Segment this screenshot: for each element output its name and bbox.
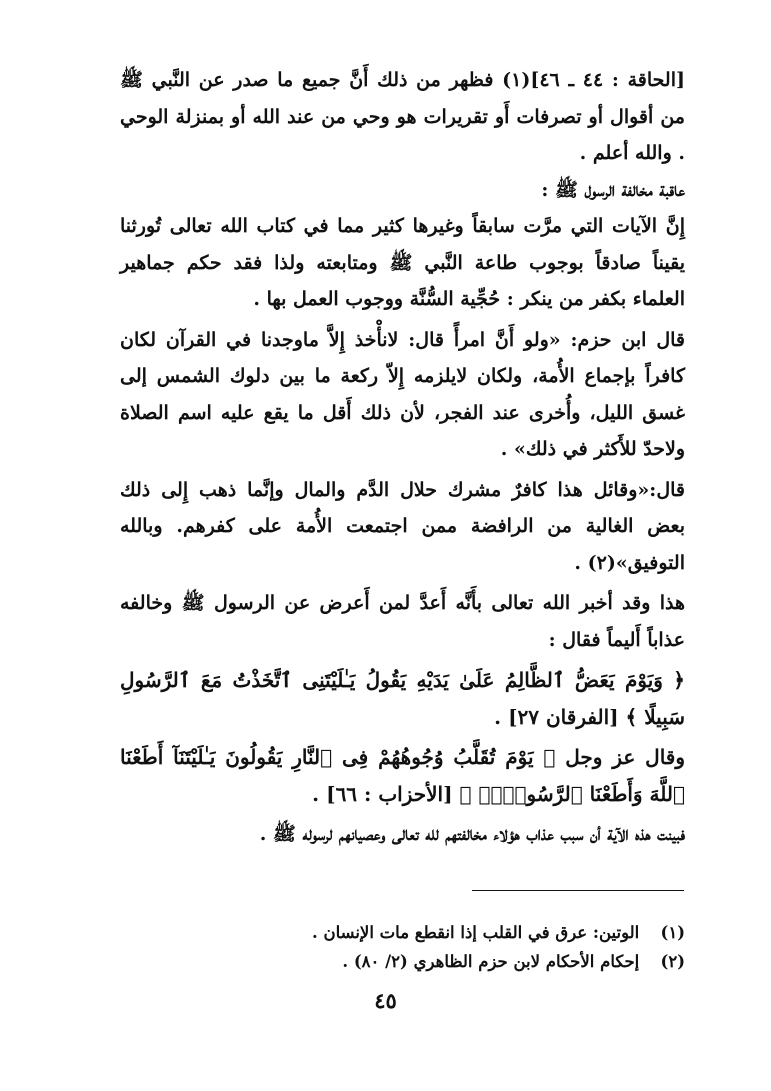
- paragraph-5: هذا وقد أخبر الله تعالى بأَنَّه أَعدَّ لمن أَعرض عن الرسول ﷺ وخالفه عذاباً أَليماً فقال :: [120, 592, 685, 651]
- footnote-1: [120, 918, 685, 947]
- paragraph-8: فبينت هذه الآية أن سبب عذاب هؤلاء مخالفتهم لله تعالى وعصيانهم لرسوله ﷺ .: [259, 823, 685, 845]
- footnote-text: الوتين: عرق في القلب إذا انقطع مات الإنسان .: [311, 923, 640, 942]
- footnote-2: [120, 947, 685, 976]
- page-number: ٤٥: [374, 988, 397, 1013]
- section-heading: عاقبة مخالفة الرسول ﷺ :: [541, 178, 685, 201]
- paragraph-4: قال:«وقائل هذا كافرٌ مشرك حلال الدَّم والمال وإنَّما ذهب إِلى ذلك بعض الغالية من الرافضة ممن اجتمعت الأُمة على كفرهم. وبالله التوفيق»(٢) .: [120, 478, 685, 574]
- quran-verse-1: ﴿ وَيَوْمَ يَعَضُّ ٱلظَّالِمُ عَلَىٰ يَدَيْهِ يَقُولُ يَـٰلَيْتَنِى ٱتَّخَذْتُ مَعَ ٱلرَّسُولِ سَبِيلًا ﴾ [الفرقان ٢٧] .: [120, 668, 685, 729]
- footnotes: [120, 918, 685, 976]
- paragraph-2: إِنَّ الآيات التي مرَّت سابقاً وغيرها كثير مما في كتاب الله تعالى تُورثنا يقيناً صادقاً بوجوب طاعة النَّبي ﷺ ومتابعته ولذا فقد حكم جماهير العلماء بكفر من ينكر : حُجِّية السُّنَّة ووجوب العمل بها .: [120, 215, 685, 310]
- footnote-text: إحكام الأحكام لابن حزم الظاهري (٢/ ٨٠) .: [342, 952, 640, 971]
- page-body: [120, 62, 685, 853]
- paragraph-3: قال ابن حزم: «ولو أَنَّ امرأً قال: لانأْخذ إِلاَّ ماوجدنا في القرآن لكان كافراً بإجماع الأُمة، ولكان لايلزمه إِلاّ ركعة ما بين دلوك الشمس إلى غسق الليل، وأُخرى عند الفجر، لأن ذلك أَقل ما يقع عليه اسم الصلاة ولاحدّ للأَكثر في ذلك» .: [120, 328, 685, 460]
- paragraph-1: [الحاقة : ٤٤ ـ ٤٦](١) فظهر من ذلك أَنَّ جميع ما صدر عن النَّبي ﷺ من أقوال أو تصرفات أَو تقريرات هو وحي من عند الله أو بمنزلة الوحي . والله أعلم .: [120, 69, 685, 164]
- footnote-number: (٢): [660, 952, 685, 971]
- quran-verse-2: وقال عز وجل ﴿ يَوْمَ تُقَلَّبُ وُجُوهُهُمْ فِى ٱلنَّارِ يَقُولُونَ يَـٰلَيْتَنَآ أَطَعْنَا ٱللَّهَ وَأَطَعْنَا ٱلرَّسُولَا۠ ﴾ [الأحزاب : ٦٦] .: [120, 745, 685, 806]
- footnote-divider: [472, 890, 684, 891]
- footnote-number: (١): [660, 923, 685, 942]
